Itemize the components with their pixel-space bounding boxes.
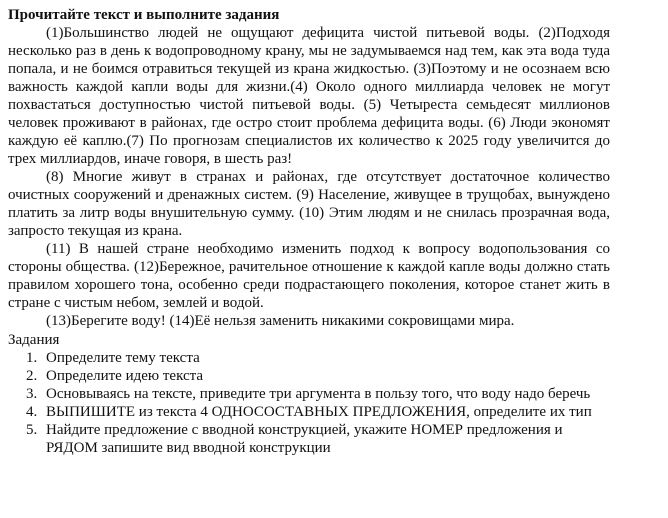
task-number: 1. — [26, 350, 38, 366]
task-number: 2. — [26, 368, 38, 384]
text-body — [8, 24, 610, 330]
task-text: Определите идею текста — [46, 368, 204, 384]
list-item — [20, 403, 610, 421]
document-title: Прочитайте текст и выполните задания — [8, 7, 280, 23]
paragraph: (1)Большинство людей не ощущают дефицита чистой питьевой воды. (2)Подходя несколько раз в день к водопроводному крану, мы не задумываемся над тем, как эта вода туда попала, и не боимся отравиться текущей из крана жидкостью. (3)Поэтому и не осознаем всю важность каждой капли воды для жизни.(4) Около одного миллиарда человек не могут похвастаться доступностью чистой питьевой воды. (5) Четыреста семьдесят миллионов человек проживают в районах, где остро стоит проблема дефицита воды. (6) Люди экономят каждую её каплю.(7) По прогнозам специалистов их количество к 2025 году увеличится до трех миллиардов, иначе говоря, в шесть раз! — [8, 25, 610, 167]
task-text: Основываясь на тексте, приведите три аргумента в пользу того, что воду надо беречь — [46, 386, 591, 402]
tasks-list — [20, 349, 610, 457]
task-text: Определите тему текста — [46, 350, 200, 366]
tasks-heading: Задания — [8, 332, 60, 348]
paragraph: (13)Берегите воду! (14)Её нельзя заменить никакими сокровищами мира. — [46, 313, 515, 329]
list-item — [20, 367, 610, 385]
task-text: Найдите предложение с вводной конструкцией, укажите НОМЕР предложения и РЯДОМ запишите вид вводной конструкции — [46, 422, 563, 456]
list-item — [20, 349, 610, 367]
paragraph: (8) Многие живут в странах и районах, где отсутствует достаточное количество очистных сооружений и дренажных систем. (9) Население, живущее в трущобах, вынуждено платить за литр воды внушительную сумму. (10) Этим людям и не снилась прозрачная вода, запросто текущая из крана. — [8, 169, 610, 239]
task-number: 3. — [26, 386, 38, 402]
list-item — [20, 421, 610, 457]
task-number: 5. — [26, 422, 38, 438]
paragraph: (11) В нашей стране необходимо изменить подход к вопросу водопользования со стороны общества. (12)Бережное, рачительное отношение к каждой капле воды должно стать правилом хорошего тона, особенно среди подрастающего поколения, которое станет жить в стране с чистым небом, землей и водой. — [8, 241, 610, 311]
list-item — [20, 385, 610, 403]
task-text: ВЫПИШИТЕ из текста 4 ОДНОСОСТАВНЫХ ПРЕДЛОЖЕНИЯ, определите их тип — [46, 404, 592, 420]
task-number: 4. — [26, 404, 38, 420]
